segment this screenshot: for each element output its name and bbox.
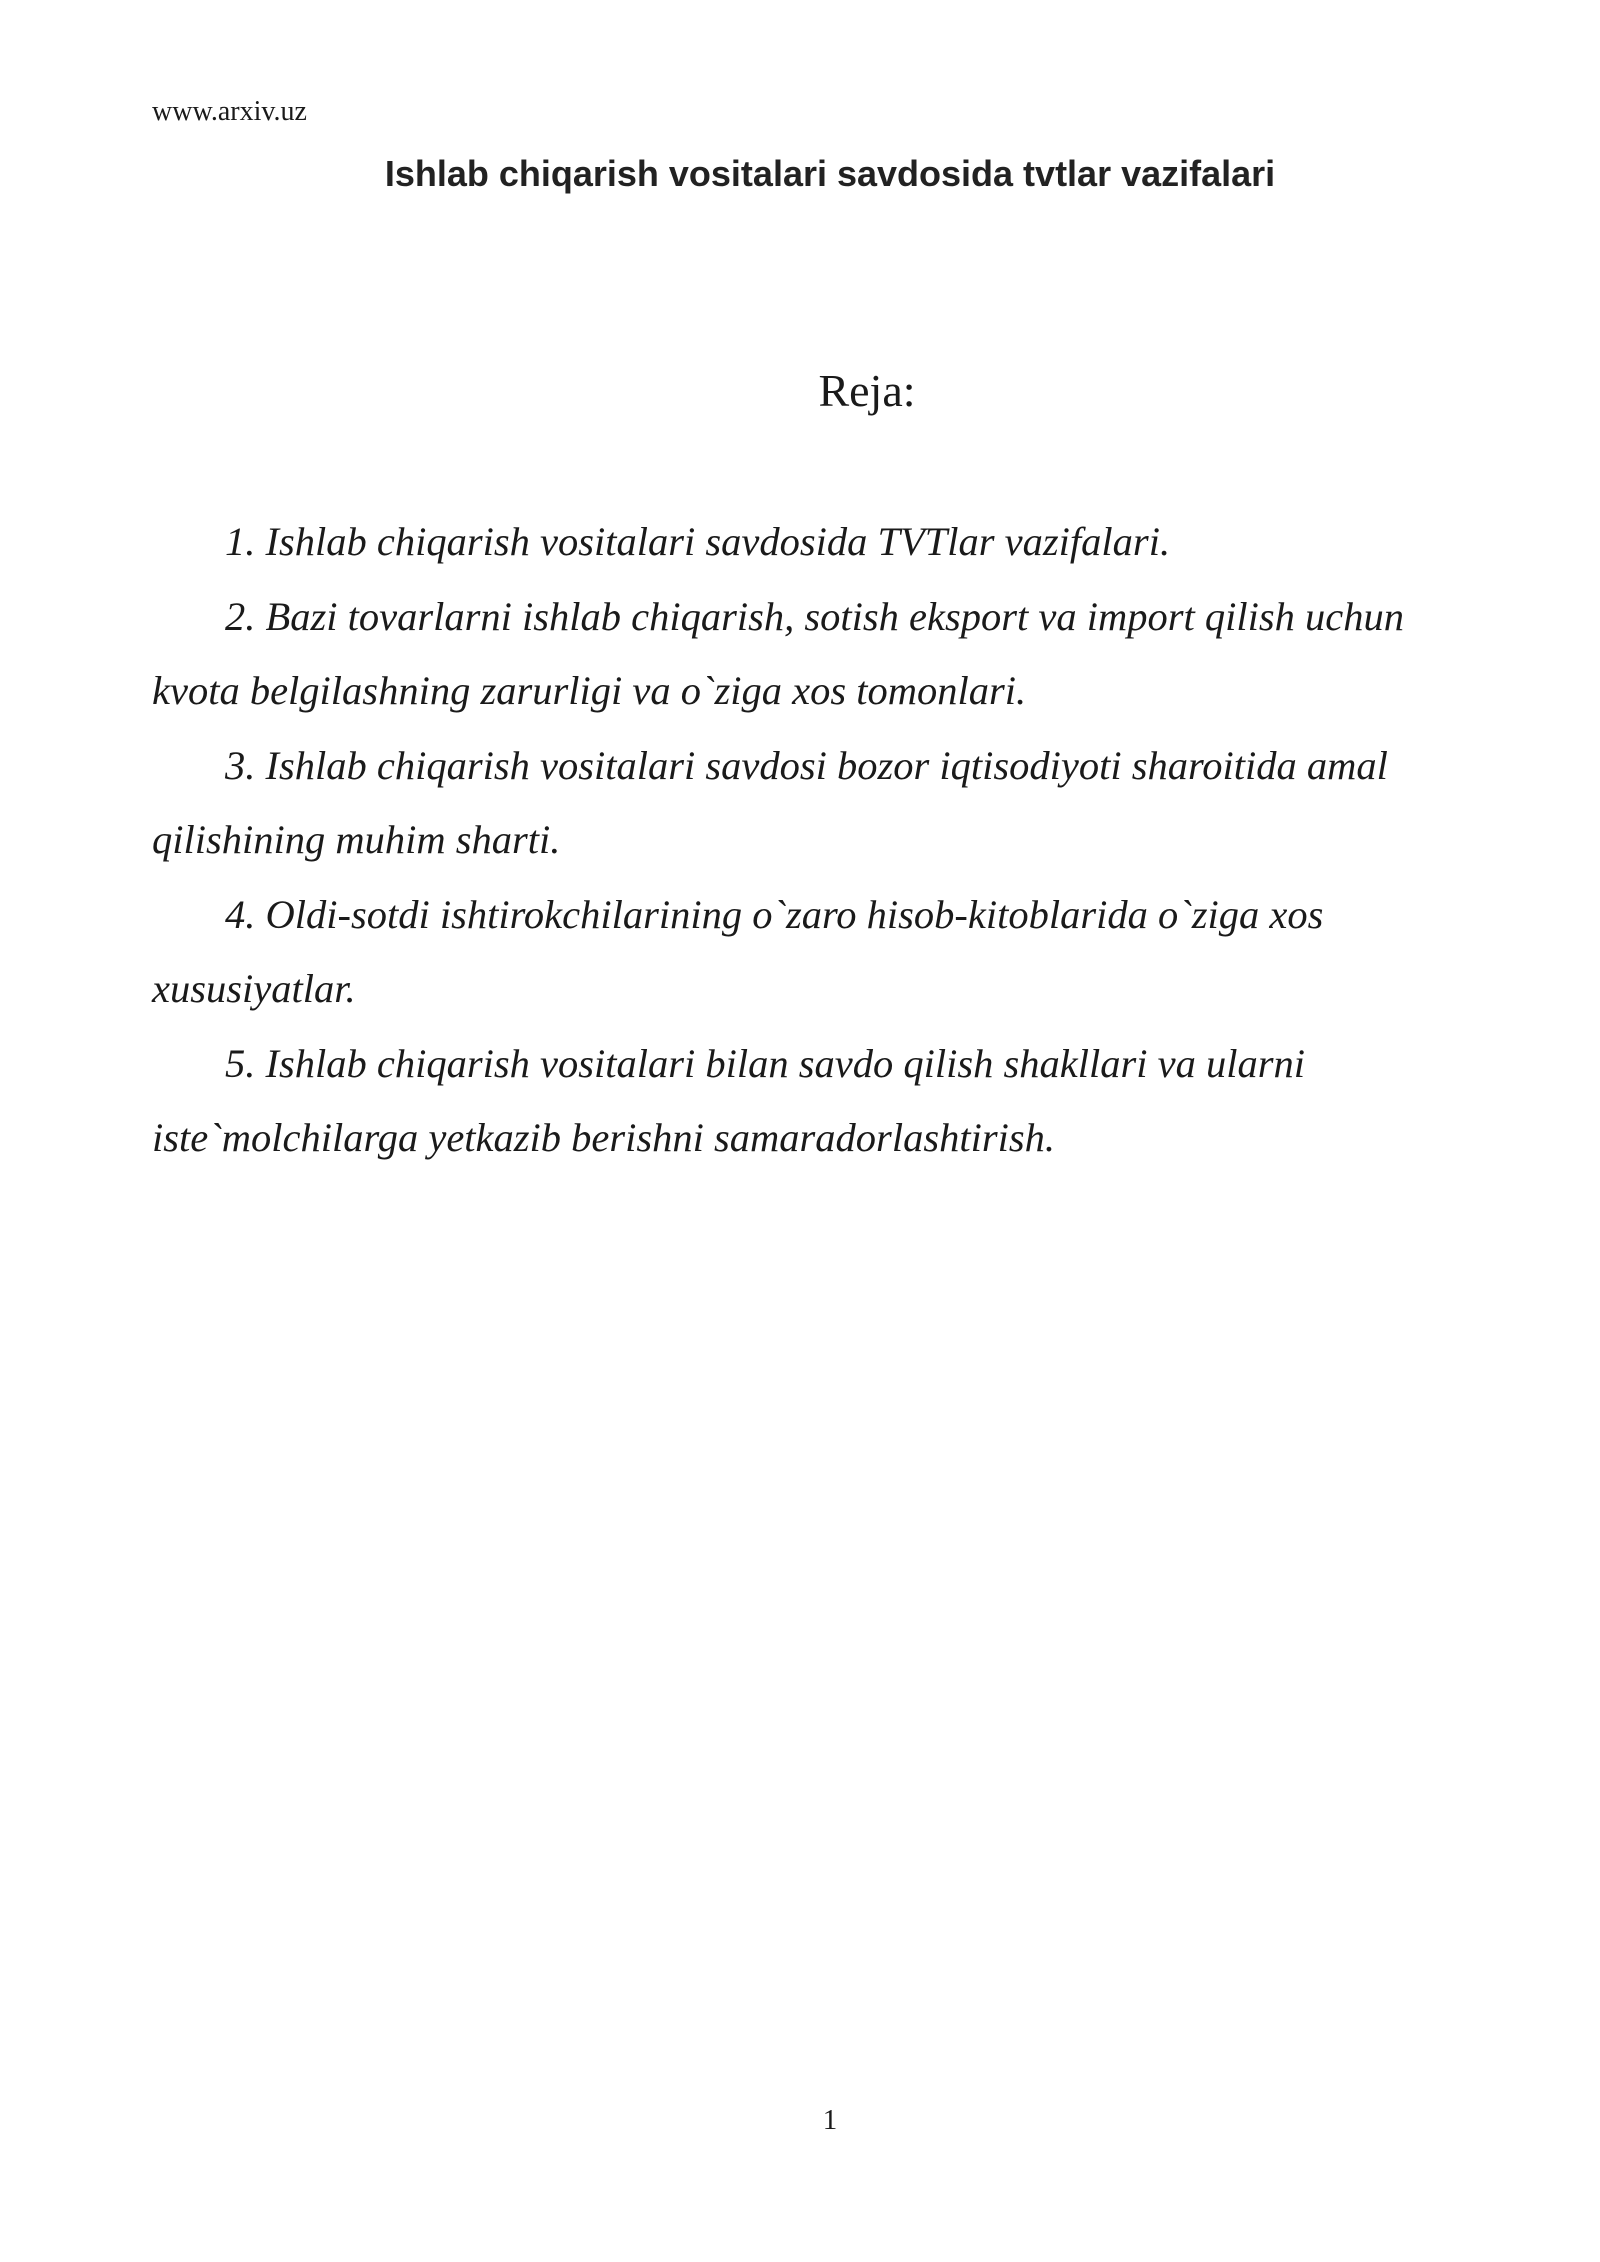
document-title: Ishlab chiqarish vositalari savdosida tvtlar vazifalari bbox=[384, 153, 1276, 194]
plan-heading: Reja: bbox=[818, 365, 916, 416]
plan-item-1: 1. Ishlab chiqarish vositalari savdosida TVTlar vazifalari. bbox=[225, 519, 1171, 564]
plan-item-4: 4. Oldi-sotdi ishtirokchilarining o`zaro hisob-kitoblarida o`ziga xos xususiyatlar. bbox=[152, 891, 1324, 1011]
plan-list bbox=[152, 505, 1497, 1176]
page-number: 1 bbox=[822, 2104, 838, 2136]
plan-item-2: 2. Bazi tovarlarni ishlab chiqarish, sotish eksport va import qilish uchun kvota belgilashning zarurligi va o`ziga xos tomonlari. bbox=[152, 593, 1405, 713]
site-header: www.arxiv.uz bbox=[152, 96, 307, 127]
plan-item-5: 5. Ishlab chiqarish vositalari bilan savdo qilish shakllari va ularni iste`molchilarga yetkazib berishni samaradorlashtirish. bbox=[152, 1040, 1306, 1160]
plan-item-3: 3. Ishlab chiqarish vositalari savdosi bozor iqtisodiyoti sharoitida amal qilishining muhim sharti. bbox=[152, 742, 1388, 862]
